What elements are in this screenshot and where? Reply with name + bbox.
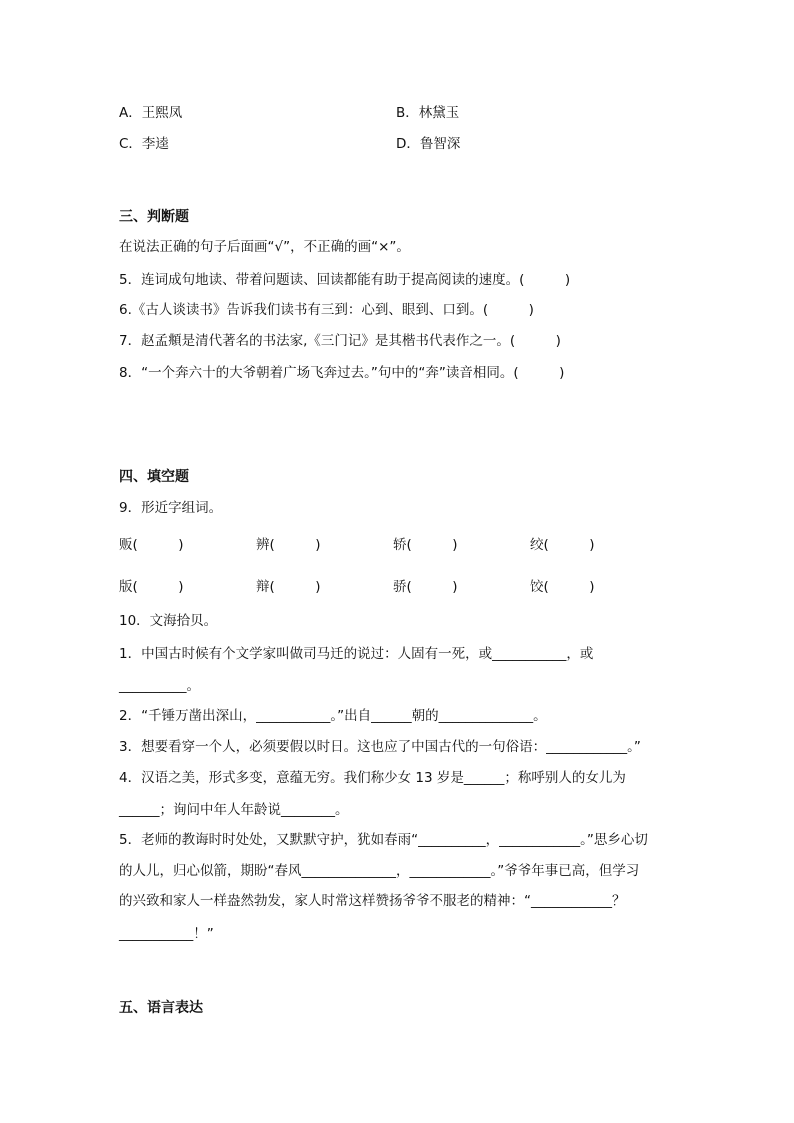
question-10: 10．文海拾贝。 [119, 613, 218, 629]
fill-line: 4．汉语之美，形式多变，意蕴无穷。我们称少女 13 岁是______；称呼别人的女儿为 [119, 770, 626, 786]
word-cell: 贩( ) [119, 537, 184, 553]
fill-line: ______；询问中年人年龄说________。 [119, 802, 349, 818]
word-cell: 辨( ) [256, 537, 321, 553]
question-6: 6.《古人谈读书》告诉我们读书有三到：心到、眼到、口到。( ) [119, 302, 534, 318]
word-cell: 绞( ) [530, 537, 595, 553]
option-c: C．李逵 [119, 136, 169, 152]
fill-line: ___________！” [119, 926, 214, 942]
fill-line: __________。 [119, 678, 200, 694]
question-9: 9．形近字组词。 [119, 500, 223, 516]
section5-title: 五、语言表达 [119, 1000, 203, 1016]
word-cell: 饺( ) [530, 579, 595, 595]
word-cell: 轿( ) [393, 537, 458, 553]
section3-title: 三、判断题 [119, 209, 189, 225]
question-5: 5．连词成句地读、带着问题读、回读都能有助于提高阅读的速度。( ) [119, 272, 571, 288]
question-7: 7．赵孟頫是清代著名的书法家,《三门记》是其楷书代表作之一。( ) [119, 333, 561, 349]
option-a: A．王熙凤 [119, 105, 183, 121]
fill-line: 的兴致和家人一样盎然勃发，家人时常这样赞扬爷爷不服老的精神：“____________？ [119, 893, 626, 909]
fill-line: 3．想要看穿一个人，必须要假以时日。这也应了中国古代的一句俗语：____________。” [119, 739, 641, 755]
fill-line: 的人儿，归心似箭，期盼“春风______________，____________。”爷爷年事已高，但学习 [119, 863, 640, 879]
option-d: D．鲁智深 [396, 136, 461, 152]
fill-line: 2．“千锤万凿出深山，___________。”出自______朝的______________。 [119, 708, 547, 724]
option-b: B．林黛玉 [396, 105, 460, 121]
word-cell: 辩( ) [256, 579, 321, 595]
word-cell: 版( ) [119, 579, 184, 595]
fill-line: 5．老师的教诲时时处处，又默默守护，犹如春雨“__________，____________。”思乡心切 [119, 832, 648, 848]
section4-title: 四、填空题 [119, 469, 189, 485]
question-8: 8．“一个奔六十的大爷朝着广场飞奔过去。”句中的“奔”读音相同。( ) [119, 365, 565, 381]
word-cell: 骄( ) [393, 579, 458, 595]
section3-instruction: 在说法正确的句子后面画“√”，不正确的画“×”。 [119, 239, 410, 255]
fill-line: 1．中国古时候有个文学家叫做司马迁的说过：人固有一死，或___________，或 [119, 646, 594, 662]
